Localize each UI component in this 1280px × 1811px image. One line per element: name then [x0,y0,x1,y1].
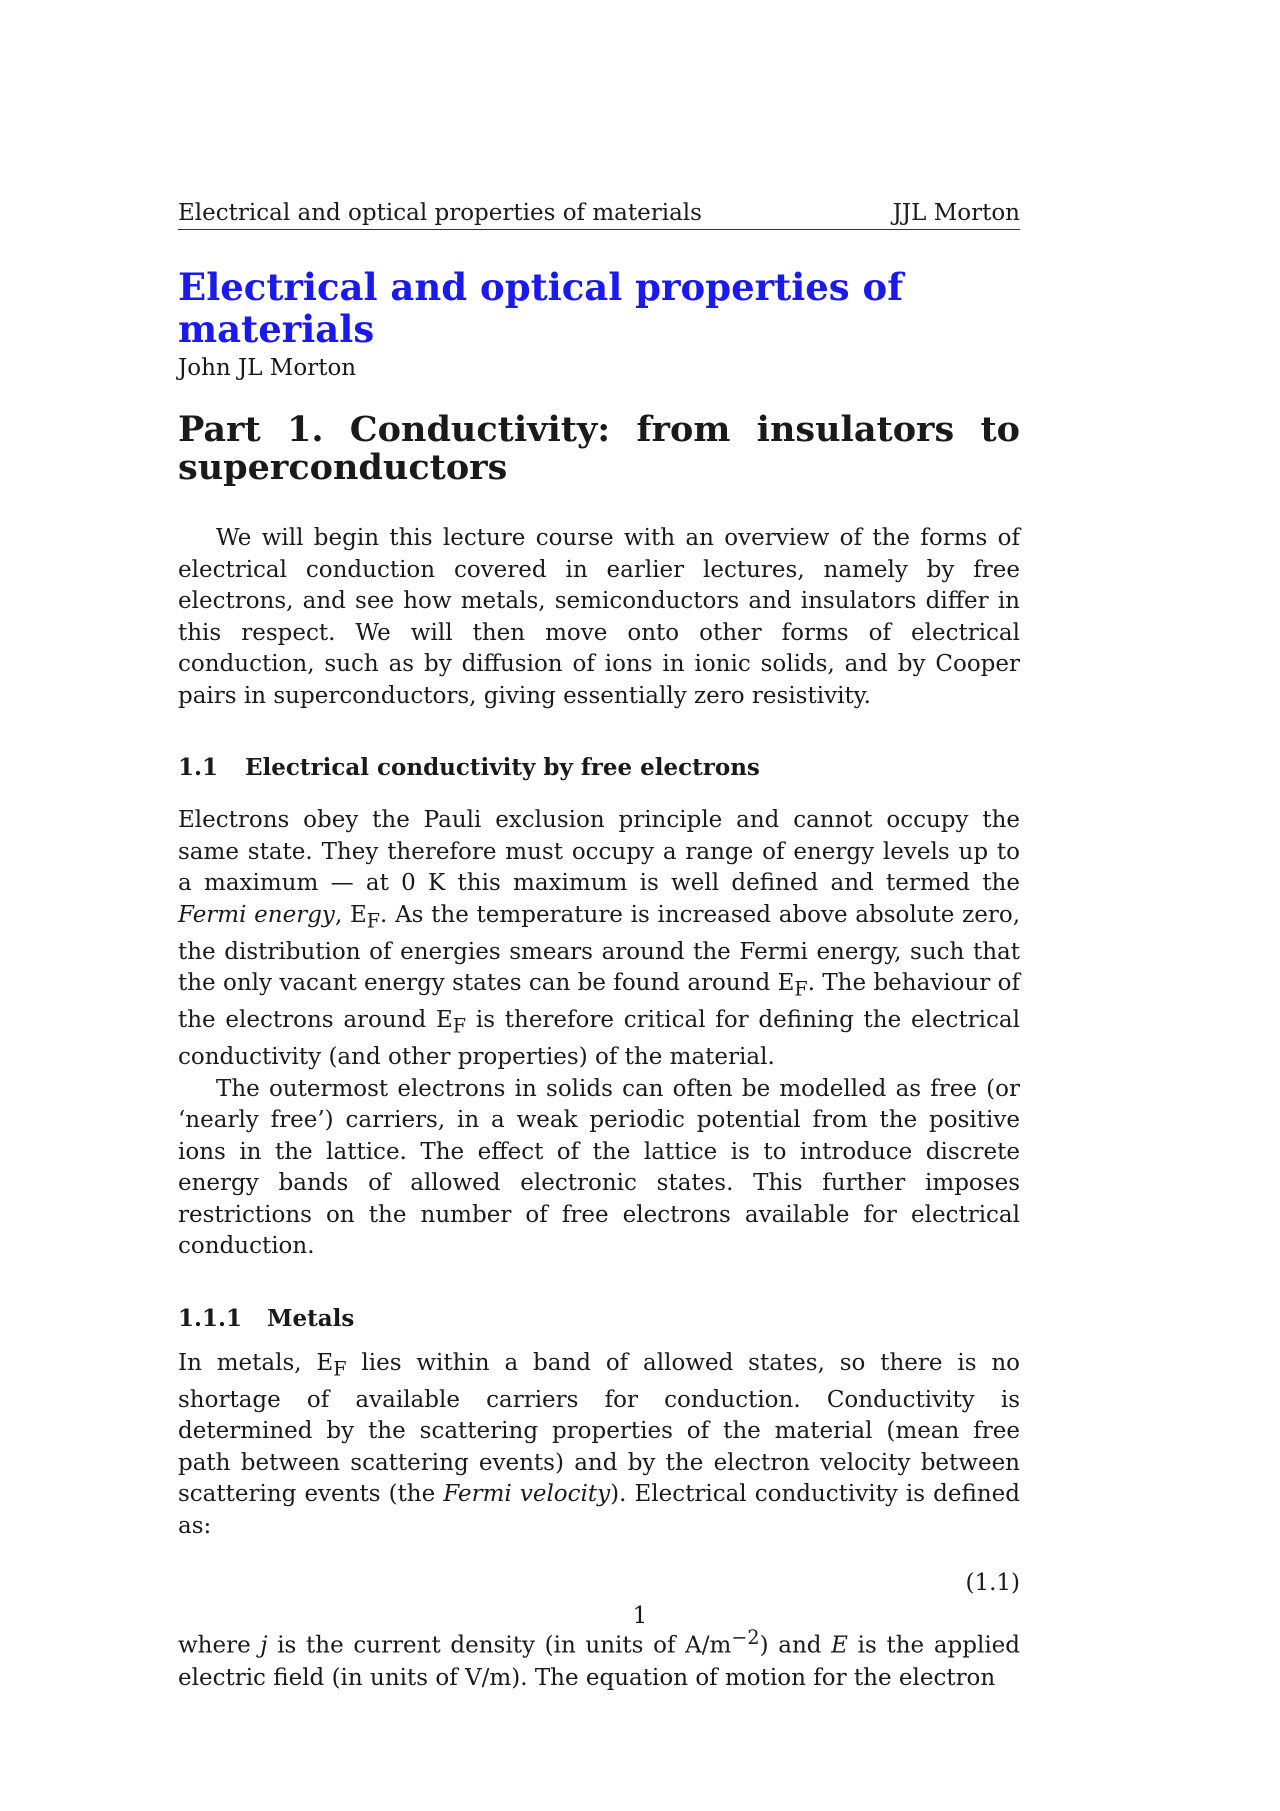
term-fermi-energy: Fermi energy [178,901,335,928]
subsection-title: Metals [267,1304,355,1332]
subsection-number: 1.1.1 [178,1304,243,1332]
page [178,198,1020,1694]
header-title: Electrical and optical properties of materials [178,200,702,226]
paragraph-free-carriers: The outermost electrons in solids can often be modelled as free (or ‘nearly free’) carriers, in a weak periodic potential from the positive ions in the lattice. The effect of the lattice is to introduce discrete energy bands of allowed electronic states. This further imposes restrictions on the number of free electrons available for electrical conduction. [178,1075,1020,1260]
section-title: Electrical conductivity by free electrons [245,754,760,781]
part-title: Part 1. Conductivity: from insulators to superconductors [178,409,1020,488]
document-author: John JL Morton [178,355,357,381]
paragraph-fermi-energy: Electrons obey the Pauli exclusion principle and cannot occupy the same state. They therefore must occupy a range of energy levels up to a maximum — at 0 K this maximum is well defined and termed the Fermi energy, $E_F$. As the temperature is increased above absolute zero, the distribution of energies smears around the Fermi energy, such that the only vacant energy states can be found around $E_F$. The behaviour of the electrons around $E_F$ is therefore critical for defining the electrical conductivity (and other properties) of the material. [178,807,1021,1071]
subsection-heading-1-1-1 [178,1304,1020,1334]
paragraph-current-density: where j is the current density (in units of $A/m^{-2}$) and E is the applied electric field (in units of V/m). The equation of motion for the electron [178,1626,1021,1691]
section-number: 1.1 [178,754,219,781]
page-number: 1 [632,1603,648,1629]
equation-number: (1.1) [965,1570,1020,1597]
equation-1-1 [178,1568,1020,1598]
intro-paragraph: We will begin this lecture course with an overview of the forms of electrical conduction covered in earlier lectures, namely by free electrons, and see how metals, semiconductors and insulators differ in this respect. We will then move onto other forms of electrical conduction, such as by diffusion of ions in ionic solids, and by Cooper pairs in superconductors, giving essentially zero resistivity. [178,525,1020,709]
document-title: Electrical and optical properties of materials [178,265,904,351]
term-fermi-velocity: Fermi velocity [443,1481,611,1508]
section-heading-1-1 [178,753,1020,783]
header-author: JJL Morton [892,200,1020,226]
paragraph-metals: In metals, $E_F$ lies within a band of allowed states, so there is no shortage of available carriers for conduction. Conductivity is determined by the scattering properties of the material (mean free path between scattering events) and by the electron velocity between scattering events (the Fermi velocity). Electrical conductivity is defined as: [178,1349,1021,1539]
running-header [178,198,1020,230]
